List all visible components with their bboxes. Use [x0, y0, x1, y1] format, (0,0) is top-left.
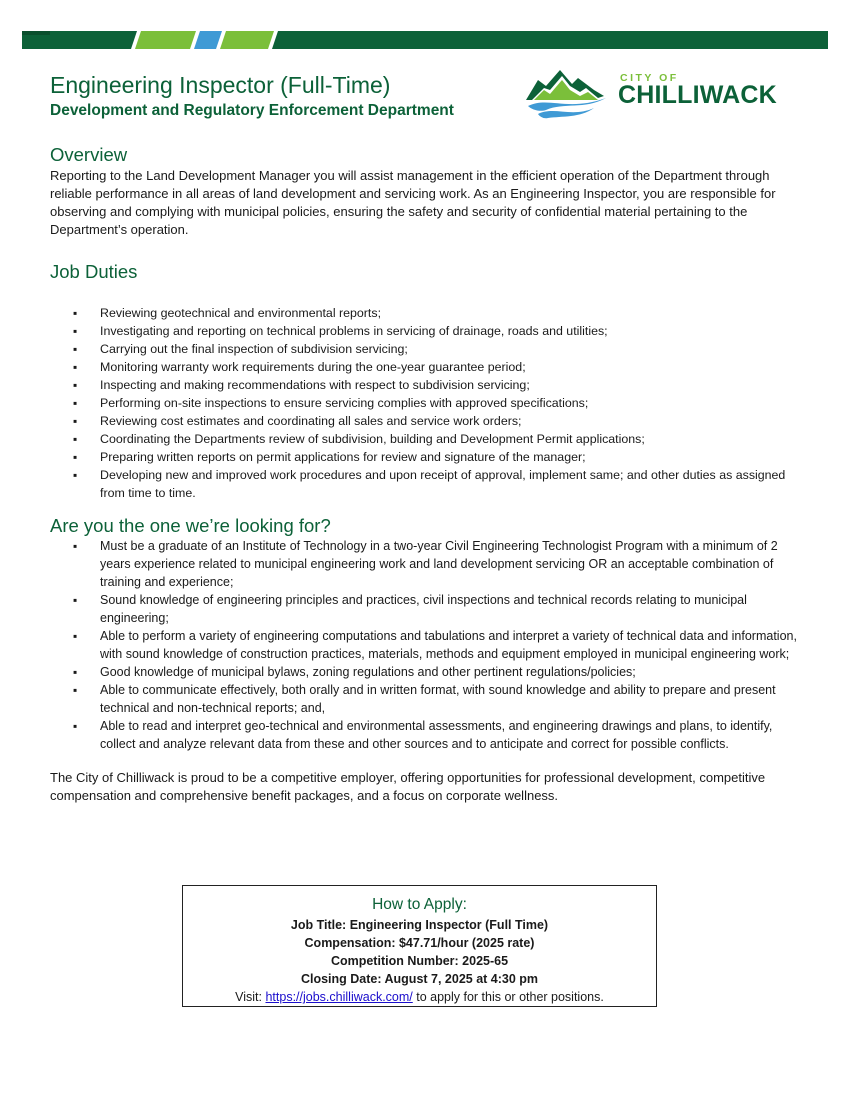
page-title: Engineering Inspector (Full-Time) — [50, 72, 391, 98]
list-item: ▪ Carrying out the final inspection of subdivision servicing; — [50, 340, 800, 358]
band-blue — [194, 31, 222, 49]
list-item: ▪ Able to perform a variety of engineering computations and tabulations and interpret a variety of technical data and information, with sound knowledge of construction practices, materials, methods and equipment employed in municipal engineering work; — [50, 627, 800, 663]
visit-suffix: to apply for this or other positions. — [412, 990, 604, 1004]
overview-heading: Overview — [50, 144, 128, 165]
header-color-band — [0, 0, 849, 60]
apply-closing-date: Closing Date: August 7, 2025 at 4:30 pm — [300, 972, 539, 986]
city-logo — [524, 66, 804, 122]
list-item: ▪ Coordinating the Departments review of subdivision, building and Development Permit applications; — [50, 430, 800, 448]
band-dark-green-right — [272, 31, 828, 49]
apply-compensation: Compensation: $47.71/hour (2025 rate) — [304, 936, 535, 950]
list-item: ▪ Able to read and interpret geo-technical and environmental assessments, and engineering drawings and plans, to identify, collect and analyze relevant data from these and other sources and to anticipate and correct for possible conflicts. — [50, 717, 800, 753]
list-item: ▪ Sound knowledge of engineering principles and practices, civil inspections and technical records relating to municipal engineering; — [50, 591, 800, 627]
main-content — [50, 144, 800, 805]
list-item: ▪ Good knowledge of municipal bylaws, zoning regulations and other pertinent regulations/policies; — [50, 663, 800, 681]
list-item: ▪ Preparing written reports on permit applications for review and signature of the manager; — [50, 448, 800, 466]
list-item: ▪ Investigating and reporting on technical problems in servicing of drainage, roads and utilities; — [50, 322, 800, 340]
how-to-apply-heading: How to Apply: — [372, 896, 467, 913]
jobs-link[interactable]: https://jobs.chilliwack.com/ — [265, 990, 413, 1004]
job-duties-heading: Job Duties — [50, 261, 138, 282]
band-light-green-2 — [220, 31, 274, 49]
apply-visit-line — [183, 988, 656, 1006]
how-to-apply-box — [182, 885, 657, 1007]
visit-prefix: Visit: — [235, 990, 266, 1004]
overview-body: Reporting to the Land Development Manager you will assist management in the efficient operation of the Department through reliable performance in all areas of land development and servicing work. As an Engineering Inspector, you are responsible for observing and complying with municipal policies, ensuring the safety and security of confidential material pertaining to the Department’s operation. — [50, 168, 776, 237]
mountain-river-logo-icon — [524, 66, 614, 122]
band-light-green-1 — [135, 31, 196, 49]
apply-competition-number: Competition Number: 2025-65 — [330, 954, 509, 968]
list-item: ▪ Reviewing geotechnical and environmental reports; — [50, 304, 800, 322]
list-item: ▪ Able to communicate effectively, both orally and in written format, with sound knowledge and ability to prepare and present technical and non-technical reports; and, — [50, 681, 800, 717]
requirements-list — [50, 537, 800, 753]
list-item: ▪ Must be a graduate of an Institute of Technology in a two-year Civil Engineering Technologist Program with a minimum of 2 years experience related to municipal engineering work and land development servicing OR an acceptable combination of training and experience; — [50, 537, 800, 591]
department-subtitle: Development and Regulatory Enforcement Department — [50, 102, 454, 119]
logo-city-name: CHILLIWACK — [618, 81, 777, 109]
apply-job-title: Job Title: Engineering Inspector (Full Time) — [290, 918, 549, 932]
list-item: ▪ Developing new and improved work procedures and upon receipt of approval, implement same; and other duties as assigned from time to time. — [50, 466, 800, 502]
list-item: ▪ Performing on-site inspections to ensure servicing complies with approved specifications; — [50, 394, 800, 412]
list-item: ▪ Inspecting and making recommendations with respect to subdivision servicing; — [50, 376, 800, 394]
page-header — [50, 71, 454, 121]
list-item: ▪ Monitoring warranty work requirements during the one-year guarantee period; — [50, 358, 800, 376]
list-item: ▪ Reviewing cost estimates and coordinating all sales and service work orders; — [50, 412, 800, 430]
requirements-heading: Are you the one we’re looking for? — [50, 515, 331, 536]
job-duties-list — [50, 304, 800, 502]
logo-city-of-text: CITY OF — [620, 72, 679, 84]
closing-paragraph: The City of Chilliwack is proud to be a competitive employer, offering opportunities for professional development, competitive compensation and comprehensive benefit packages, and a focus on corporate wellness. — [50, 770, 766, 803]
